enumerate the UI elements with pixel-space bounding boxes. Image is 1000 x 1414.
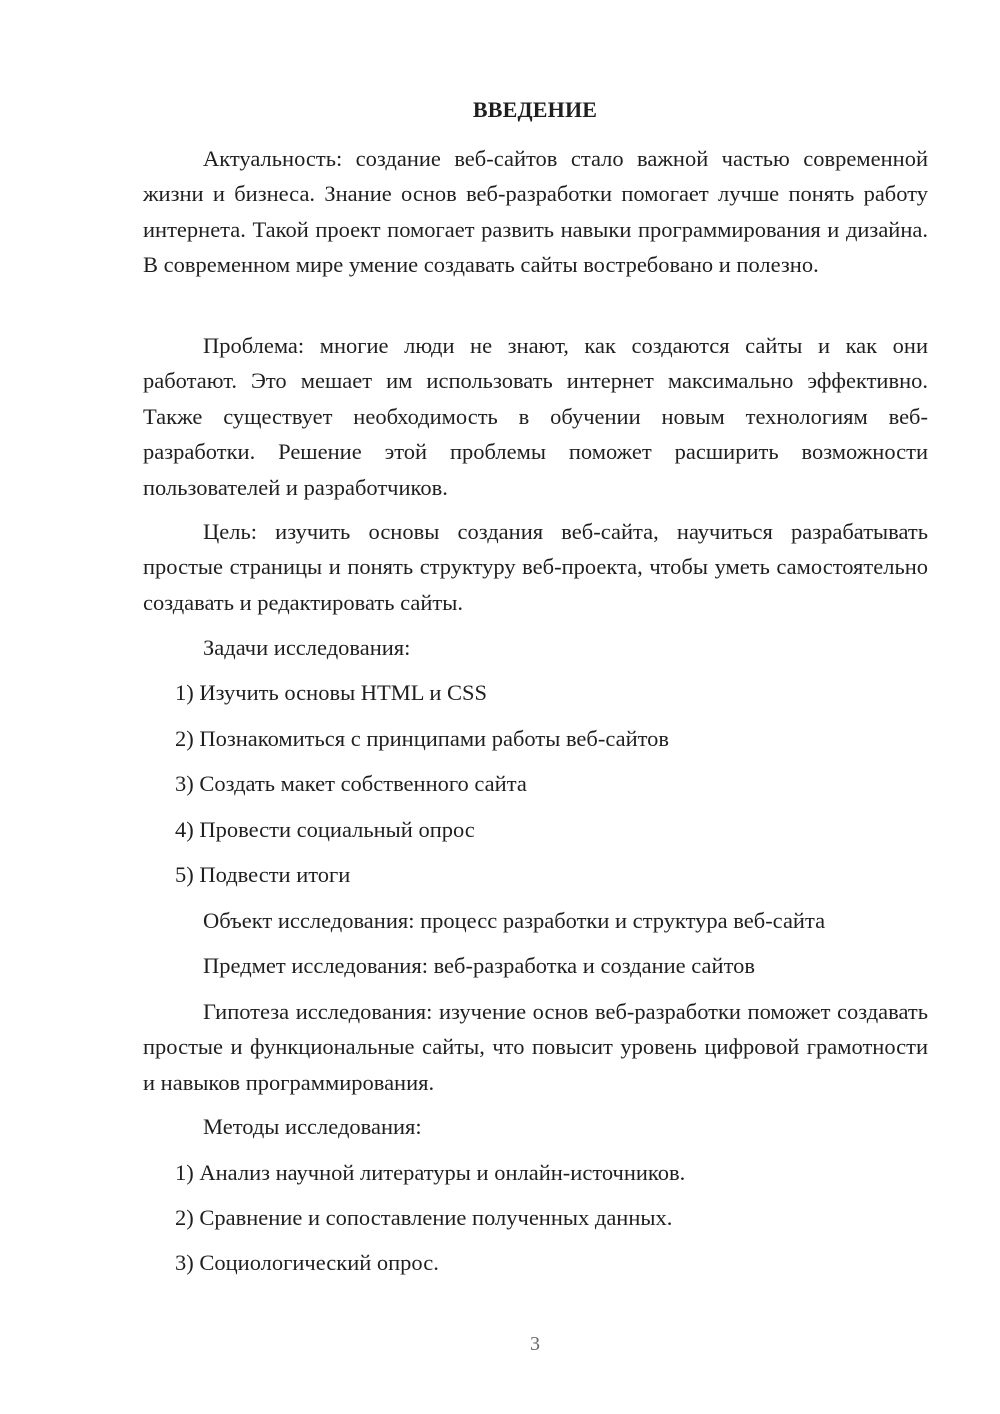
method-item: 1) Анализ научной литературы и онлайн-источников. [175, 1160, 686, 1185]
hypothesis-paragraph: Гипотеза исследования: изучение основ веб-разработки поможет создавать простые и функциональные сайты, что повысит уровень цифровой грамотности и навыков программирования. [143, 999, 928, 1095]
subject-line: Предмет исследования: веб-разработка и создание сайтов [203, 953, 755, 978]
methods-heading: Методы исследования: [203, 1114, 422, 1139]
task-item: 2) Познакомиться с принципами работы веб-сайтов [175, 726, 670, 751]
goal-paragraph: Цель: изучить основы создания веб-сайта, научиться разрабатывать простые страницы и понять структуру веб-проекта, чтобы уметь самостоятельно создавать и редактировать сайты. [143, 519, 928, 615]
task-item: 4) Провести социальный опрос [175, 817, 475, 842]
method-item: 2) Сравнение и сопоставление полученных данных. [175, 1205, 673, 1230]
relevance-paragraph: Актуальность: создание веб-сайтов стало важной частью современной жизни и бизнеса. Знание основ веб-разработки помогает лучше понять работу интернета. Такой проект помогает развить навыки программирования и дизайна. В современном мире умение создавать сайты востребовано и полезно. [143, 146, 928, 278]
page-number: 3 [530, 1333, 540, 1355]
task-item: 1) Изучить основы HTML и CSS [175, 680, 488, 705]
tasks-heading: Задачи исследования: [203, 635, 411, 660]
problem-paragraph: Проблема: многие люди не знают, как создаются сайты и как они работают. Это мешает им использовать интернет максимально эффективно. Также существует необходимость в обучении новым технологиям веб-разработки. Решение этой проблемы поможет расширить возможности пользователей и разработчиков. [143, 333, 928, 500]
task-item: 5) Подвести итоги [175, 862, 351, 887]
task-item: 3) Создать макет собственного сайта [175, 771, 527, 796]
object-line: Объект исследования: процесс разработки и структура веб-сайта [203, 908, 826, 933]
page-title: ВВЕДЕНИЕ [472, 97, 598, 122]
method-item: 3) Социологический опрос. [175, 1250, 439, 1275]
